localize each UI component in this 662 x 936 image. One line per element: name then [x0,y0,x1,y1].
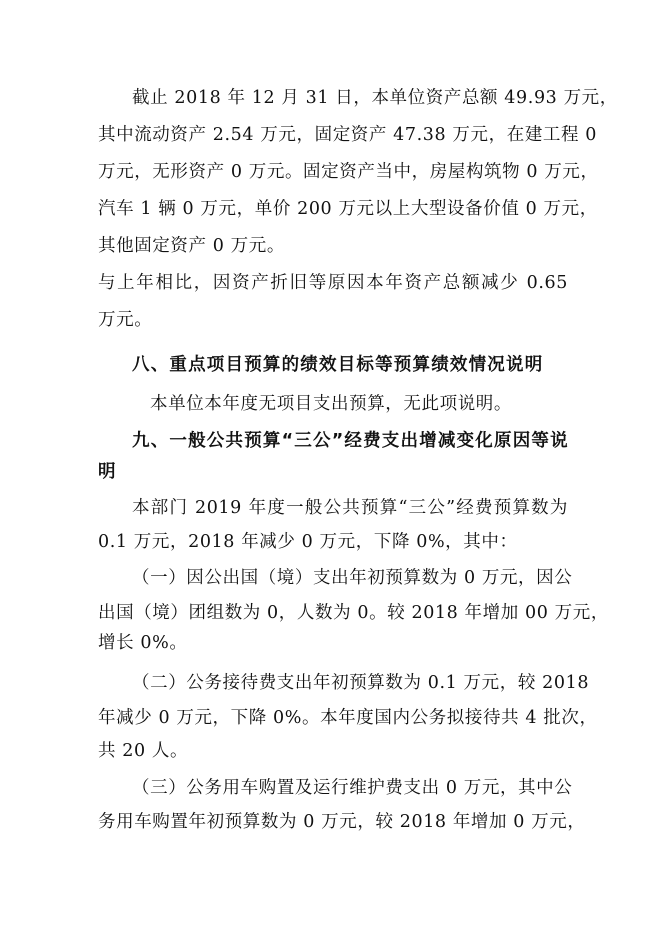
reception-expense-line-1: （二）公务接待费支出年初预算数为 0.1 万元，较 2018 [132,673,590,693]
reception-expense-line-2: 年减少 0 万元，下降 0%。本年度国内公务拟接待共 4 批次， [98,708,598,728]
asset-summary-line-2: 其中流动资产 2.54 万元，固定资产 47.38 万元，在建工程 0 [98,125,598,145]
overseas-travel-line-2: 出国（境）团组数为 0，人数为 0。较 2018 年增加 00 万元， [98,603,609,623]
asset-change-line-2: 万元。 [98,310,153,330]
vehicle-expense-line-2: 务用车购置年初预算数为 0 万元，较 2018 年增加 0 万元， [98,812,586,832]
asset-change-line-1: 与上年相比，因资产折旧等原因本年资产总额减少 0.65 [98,273,568,293]
section-eight-body: 本单位本年度无项目支出预算，无此项说明。 [150,394,512,414]
asset-summary-line-1: 截止 2018 年 12 月 31 日，本单位资产总额 49.93 万元， [132,88,618,108]
three-public-budget-line-2: 0.1 万元，2018 年减少 0 万元，下降 0%，其中： [98,532,518,552]
asset-summary-line-4: 汽车 1 辆 0 万元，单价 200 万元以上大型设备价值 0 万元， [98,199,598,219]
vehicle-expense-line-1: （三）公务用车购置及运行维护费支出 0 万元，其中公 [132,778,573,798]
section-nine-heading-line-1: 九、一般公共预算“三公”经费支出增减变化原因等说 [132,431,569,451]
asset-summary-line-5: 其他固定资产 0 万元。 [98,236,285,256]
overseas-travel-line-3: 增长 0%。 [98,633,188,653]
three-public-budget-line-1: 本部门 2019 年度一般公共预算“三公”经费预算数为 [132,498,568,518]
section-eight-heading: 八、重点项目预算的绩效目标等预算绩效情况说明 [132,355,544,375]
reception-expense-line-3: 共 20 人。 [98,741,189,761]
section-nine-heading-line-2: 明 [98,462,117,482]
asset-summary-line-3: 万元，无形资产 0 万元。固定资产当中，房屋构筑物 0 万元， [98,162,599,182]
overseas-travel-line-1: （一）因公出国（境）支出年初预算数为 0 万元，因公 [132,568,573,588]
